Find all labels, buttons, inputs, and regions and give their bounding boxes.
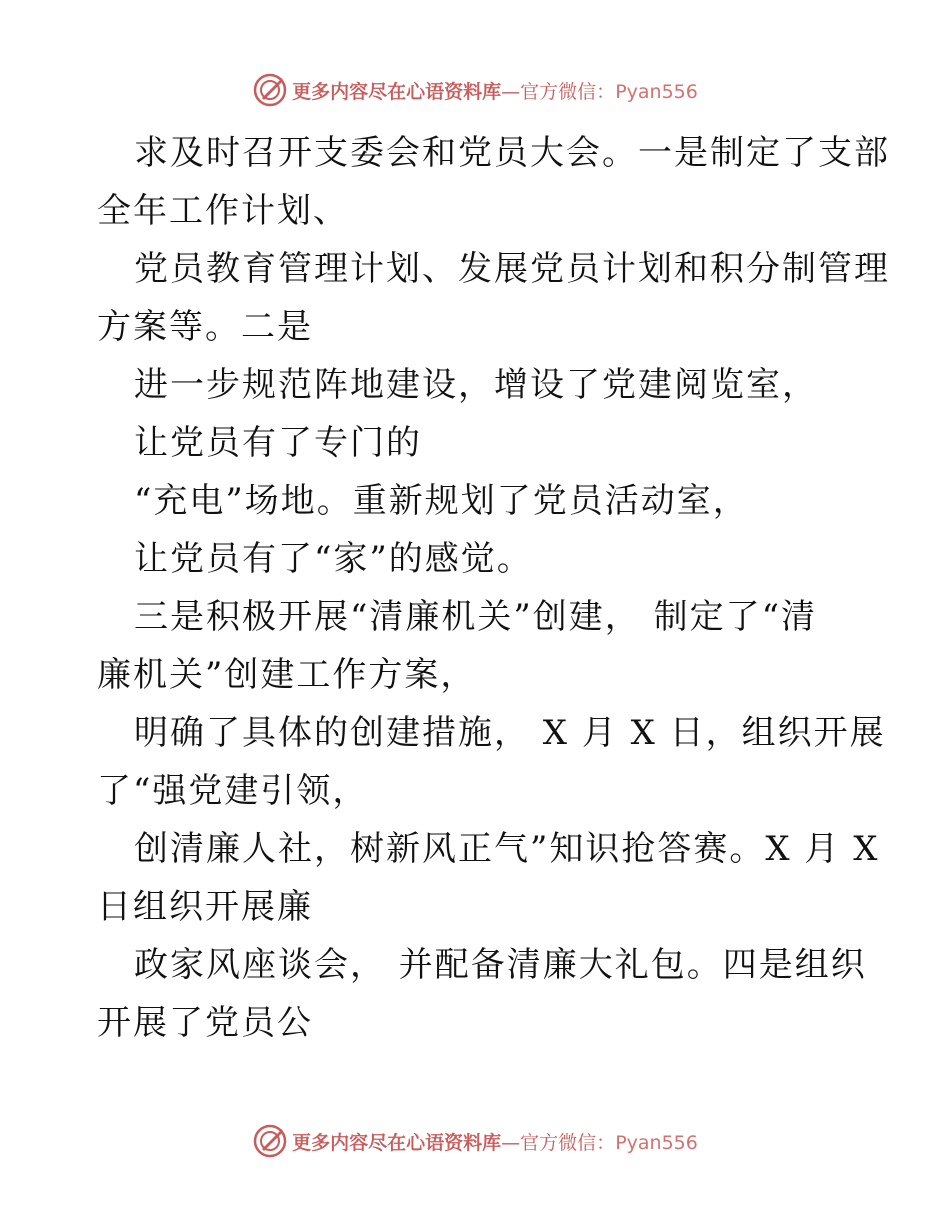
watermark-id: Pyan556	[615, 1131, 698, 1154]
body-line: 创清廉人社，树新风正气”知识抢答赛。X 月 X	[134, 829, 880, 869]
body-line: 让党员有了专门的	[134, 423, 422, 463]
watermark-text	[292, 77, 698, 104]
document-body	[97, 124, 890, 1052]
body-line: 开展了党员公	[97, 1003, 313, 1043]
body-line: 进一步规范阵地建设，增设了党建阅览室，	[134, 365, 818, 405]
watermark-dash: —	[501, 80, 521, 103]
watermark-id: Pyan556	[615, 80, 698, 103]
watermark-label: 官方微信：	[520, 1131, 616, 1154]
body-line: “充电”场地。重新规划了党员活动室，	[134, 481, 749, 521]
body-line: 了“强党建引领，	[97, 771, 369, 811]
body-line: 让党员有了“家”的感觉。	[134, 539, 533, 579]
watermark-label: 官方微信：	[520, 80, 616, 103]
body-line: 全年工作计划、	[97, 191, 349, 231]
watermark-site: 更多内容尽在心语资料库	[292, 80, 502, 103]
body-line: 方案等。二是	[97, 307, 313, 347]
body-line: 党员教育管理计划、发展党员计划和积分制管理	[134, 249, 890, 289]
brand-logo-icon	[252, 1123, 288, 1159]
body-line: 政家风座谈会， 并配备清廉大礼包。四是组织	[134, 945, 867, 985]
body-line: 三是积极开展“清廉机关”创建， 制定了“清	[134, 597, 817, 637]
watermark-dash: —	[501, 1131, 521, 1154]
body-line: 日组织开展廉	[97, 887, 313, 927]
watermark-text	[292, 1128, 698, 1155]
body-line: 廉机关”创建工作方案，	[97, 655, 477, 695]
header-watermark	[0, 70, 950, 110]
watermark-site: 更多内容尽在心语资料库	[292, 1131, 502, 1154]
body-line: 求及时召开支委会和党员大会。一是制定了支部	[134, 133, 890, 173]
brand-logo-icon	[252, 72, 288, 108]
footer-watermark	[0, 1121, 950, 1161]
body-line: 明确了具体的创建措施， X 月 X 日，组织开展	[134, 713, 886, 753]
